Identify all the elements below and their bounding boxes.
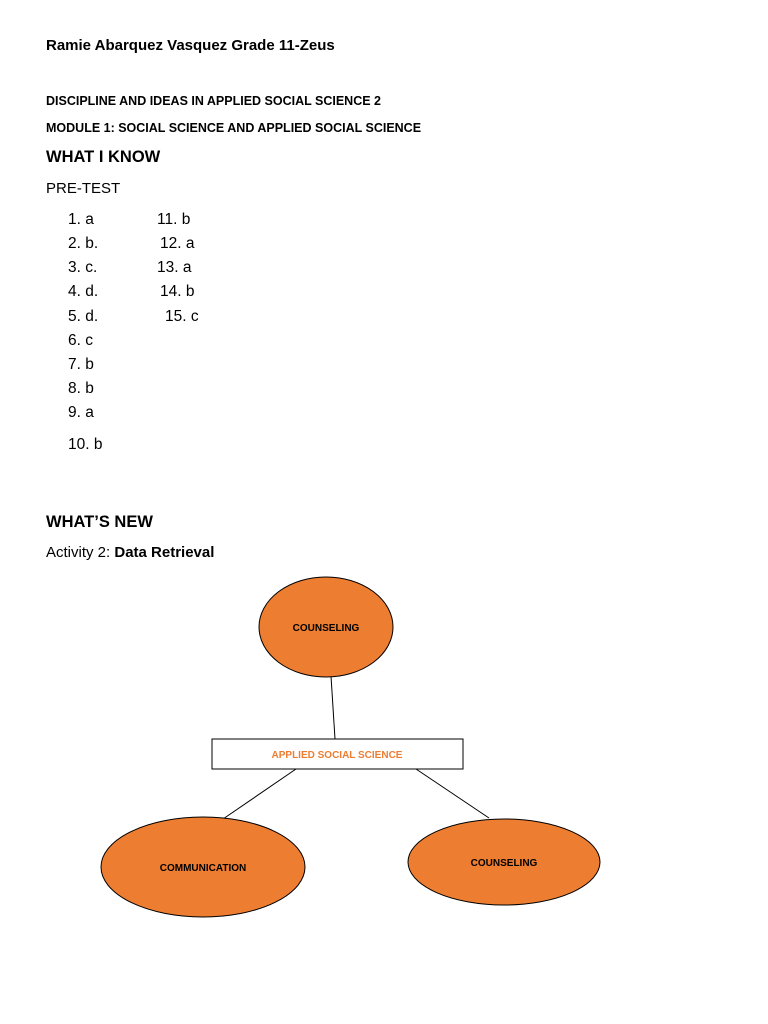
connector-line: [331, 676, 335, 739]
answer-item: 6. c: [68, 332, 93, 349]
pretest-label: PRE-TEST: [46, 180, 121, 197]
answer-item: 4. d.: [68, 283, 99, 300]
answer-item: 1. a: [68, 211, 94, 228]
answer-item: 9. a: [68, 404, 94, 421]
answer-item: 5. d.: [68, 308, 99, 325]
answer-item: 3. c.: [68, 259, 98, 276]
module-title: MODULE 1: SOCIAL SCIENCE AND APPLIED SOCIAL SCIENCE: [46, 121, 422, 135]
answer-item: 10. b: [68, 436, 103, 453]
left-node-label: COMMUNICATION: [159, 863, 247, 874]
what-i-know-heading: WHAT I KNOW: [46, 148, 161, 166]
activity-prefix: Activity 2:: [46, 544, 115, 561]
top-node-label: COUNSELING: [292, 623, 360, 634]
activity-title: Data Retrieval: [114, 544, 215, 561]
answer-item: 11. b: [157, 211, 191, 228]
answer-item: 15. c: [165, 308, 199, 325]
center-label: APPLIED SOCIAL SCIENCE: [271, 750, 403, 761]
answer-item: 8. b: [68, 380, 94, 397]
course-title: DISCIPLINE AND IDEAS IN APPLIED SOCIAL SCIENCE 2: [46, 94, 382, 108]
answer-item: 2. b.: [68, 235, 99, 252]
connector-line: [416, 769, 489, 818]
answer-item: 13. a: [157, 259, 192, 276]
answer-item: 7. b: [68, 356, 94, 373]
right-node-label: COUNSELING: [470, 858, 538, 869]
answer-item: 12. a: [160, 235, 195, 252]
answer-item: 14. b: [160, 283, 195, 300]
whats-new-heading: WHAT’S NEW: [46, 513, 153, 531]
connector-line: [223, 769, 296, 819]
author-line: Ramie Abarquez Vasquez Grade 11-Zeus: [46, 37, 335, 54]
